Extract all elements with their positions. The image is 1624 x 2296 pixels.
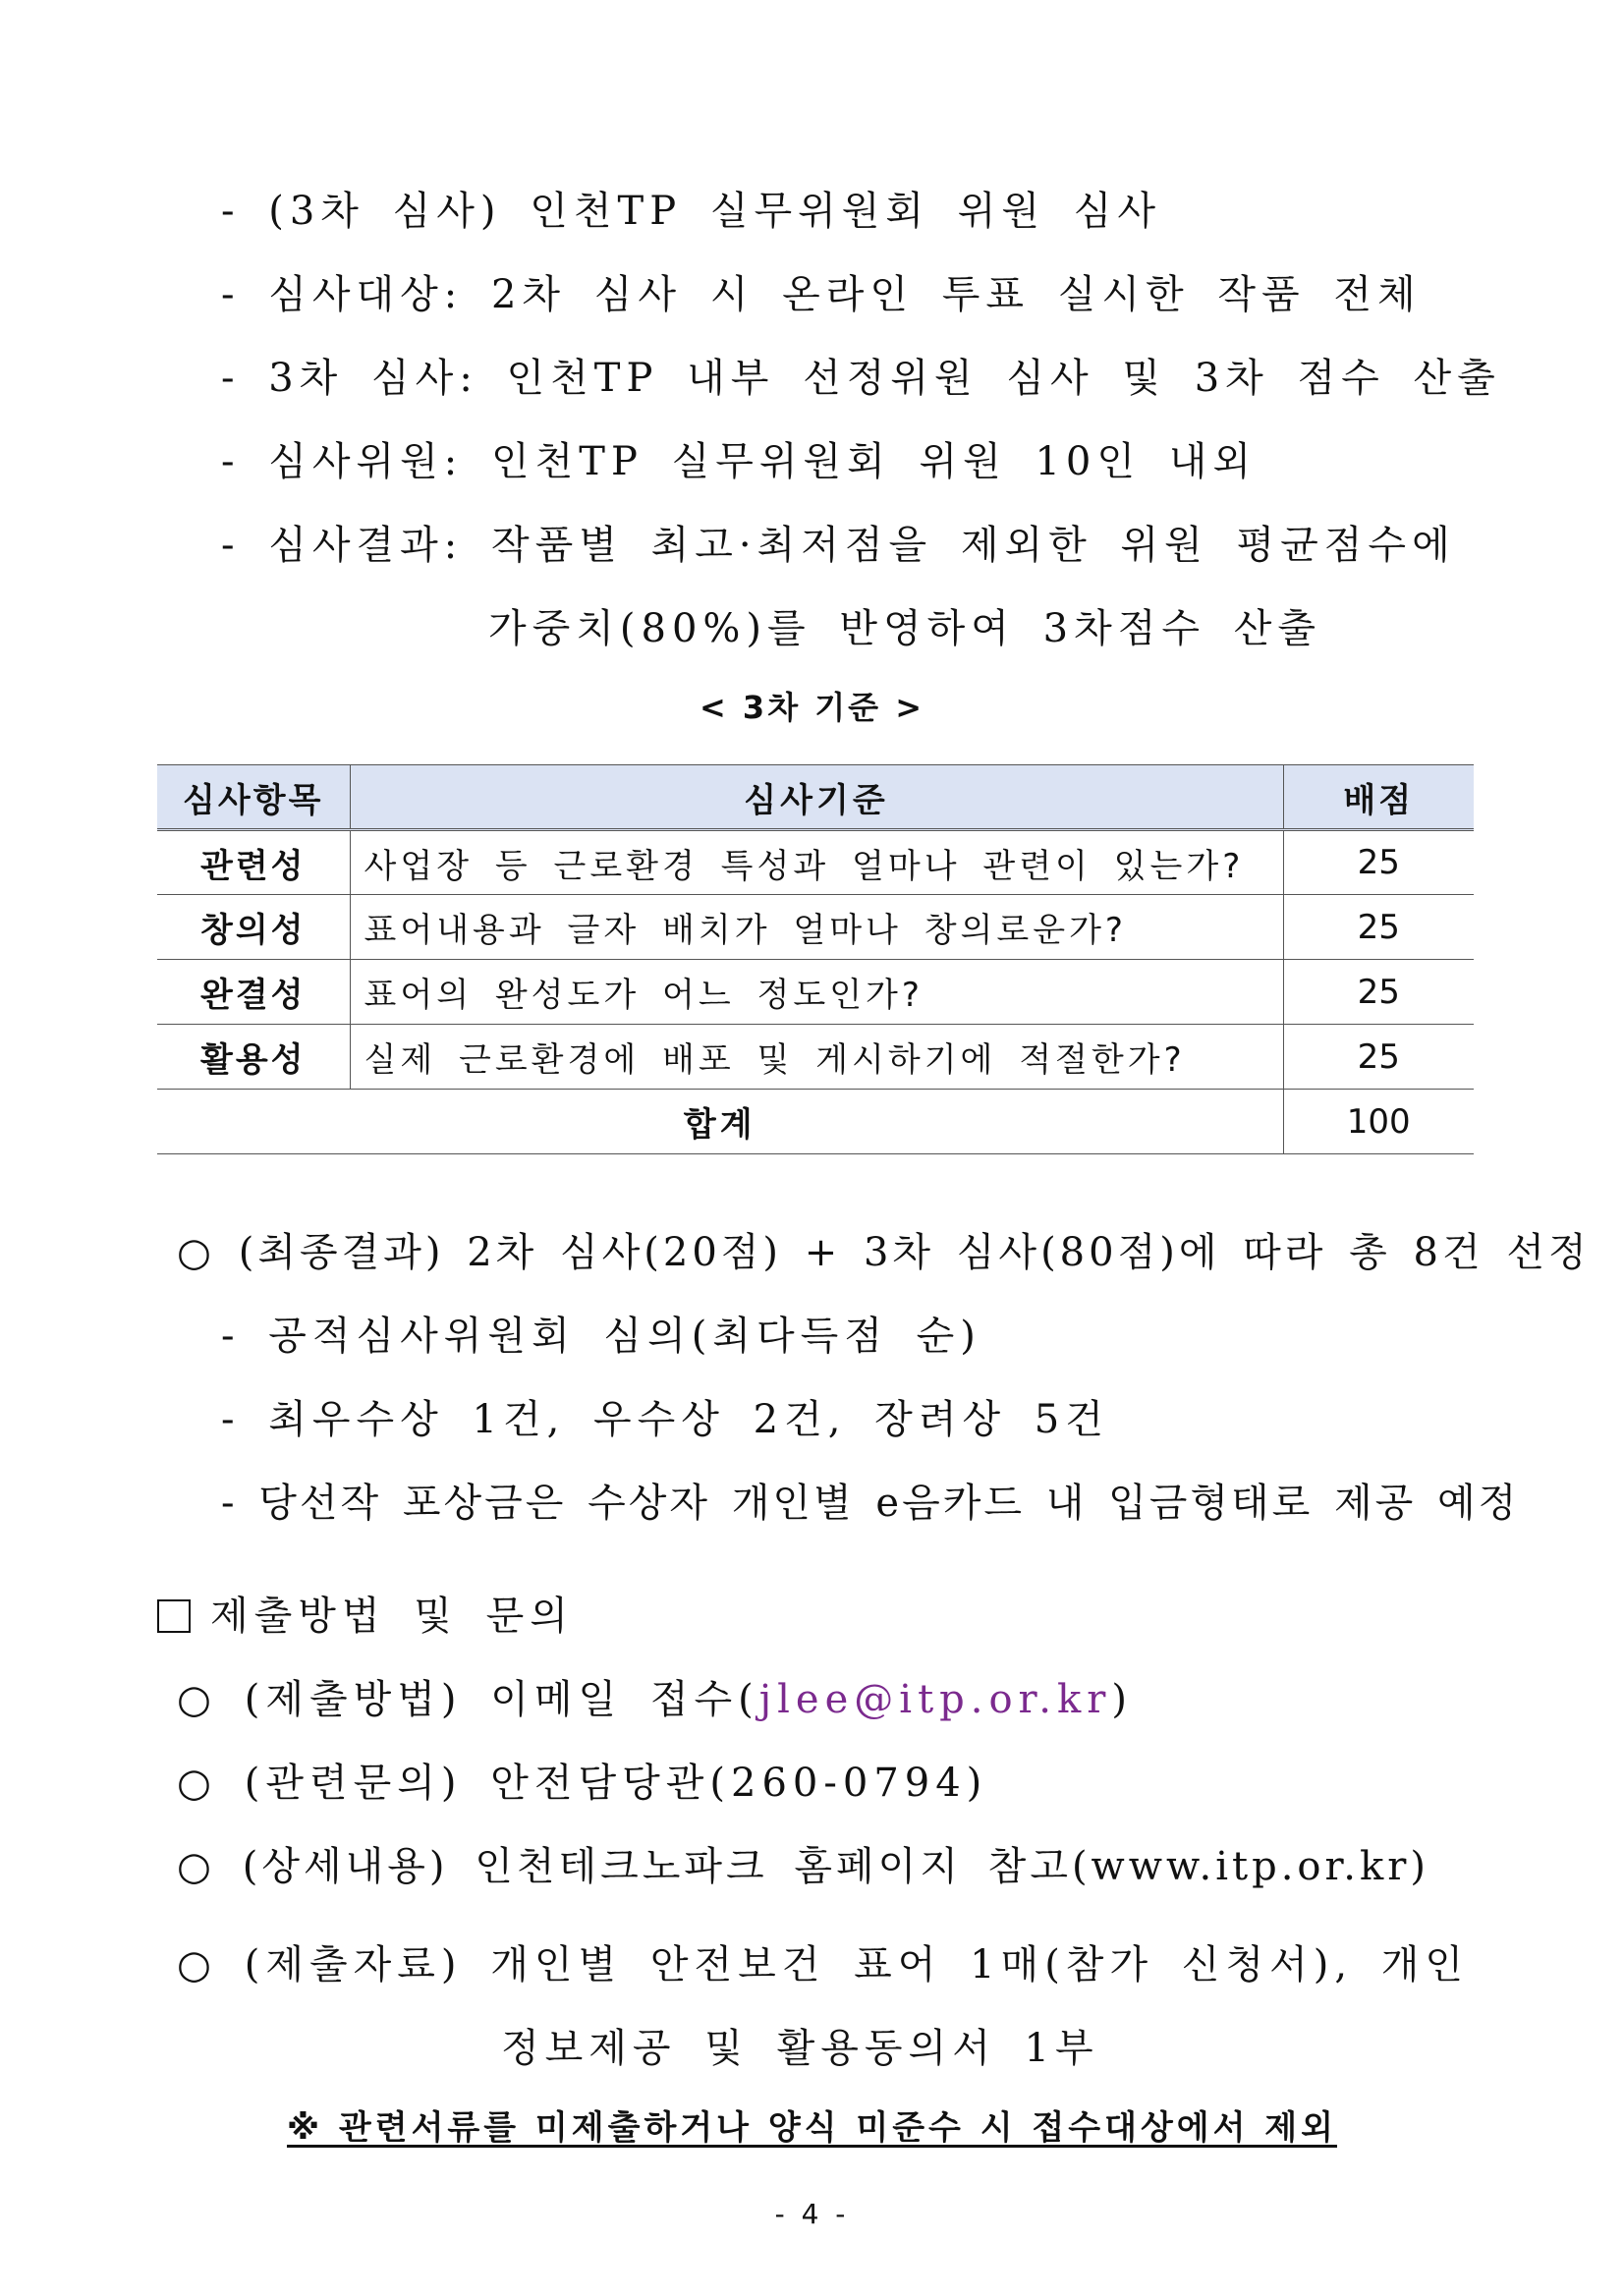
- final-sub-1: - 공적심사위원회 심의(최다득점 순): [221, 1314, 981, 1359]
- header-score: 배점: [1283, 765, 1474, 830]
- final-sub-2: - 최우수상 1건, 우수상 2건, 장려상 5건: [221, 1397, 1109, 1442]
- final-sub-3: - 당선작 포상금은 수상자 개인별 e음카드 내 입금형태로 제공 예정: [221, 1481, 1520, 1526]
- line-review-target: - 심사대상: 2차 심사 시 온라인 투표 실시한 작품 전체: [221, 272, 1422, 317]
- table-total-row: [157, 1090, 1474, 1154]
- exclusion-note: [0, 2100, 1624, 2149]
- details-text: (상세내용) 인천테크노파크 홈페이지 참고(www.itp.or.kr): [242, 1844, 1429, 1889]
- table-title: < 3차 기준 >: [699, 689, 925, 726]
- submission-method-suffix: ): [1111, 1677, 1133, 1722]
- section-heading: [157, 1592, 574, 1641]
- table-row: [157, 1025, 1474, 1090]
- table-row: [157, 830, 1474, 895]
- line-review-result-cont: 가중치(80%)를 반영하여 3차점수 산출: [488, 606, 1322, 651]
- related-inquiry: [177, 1759, 987, 1808]
- final-result-text: (최종결과) 2차 심사(20점) + 3차 심사(80점)에 따라 총 8건 선정: [238, 1230, 1591, 1275]
- row-criteria: 표어의 완성도가 어느 정도인가?: [350, 960, 1283, 1025]
- line-3rd-score: - 3차 심사: 인천TP 내부 선정위원 심사 및 3차 점수 산출: [221, 356, 1501, 401]
- submission-materials-text: (제출자료) 개인별 안전보건 표어 1매(참가 신청서), 개인: [244, 1942, 1470, 1988]
- header-criteria: 심사기준: [350, 765, 1283, 830]
- table-row: [157, 895, 1474, 960]
- table-row: [157, 960, 1474, 1025]
- line-3rd-review: - (3차 심사) 인천TP 실무위원회 위원 심사: [221, 189, 1162, 234]
- row-criteria: 표어내용과 글자 배치가 얼마나 창의로운가?: [350, 895, 1283, 960]
- submission-method-prefix: (제출방법) 이메일 접수(: [244, 1677, 759, 1722]
- square-bullet-icon: [157, 1599, 191, 1633]
- section-title: 제출방법 및 문의: [210, 1594, 574, 1639]
- row-score: 25: [1283, 895, 1474, 960]
- header-item: 심사항목: [157, 765, 350, 830]
- row-criteria: 실제 근로환경에 배포 및 게시하기에 적절한가?: [350, 1025, 1283, 1090]
- email-link[interactable]: jlee@itp.or.kr: [758, 1677, 1112, 1722]
- row-item: 활용성: [157, 1025, 350, 1090]
- total-label: 합계: [157, 1090, 1283, 1154]
- circle-bullet-icon: ○: [177, 1844, 215, 1889]
- row-score: 25: [1283, 960, 1474, 1025]
- row-item: 완결성: [157, 960, 350, 1025]
- submission-materials-cont: 정보제공 및 활용동의서 1부: [501, 2026, 1099, 2071]
- line-reviewers: - 심사위원: 인천TP 실무위원회 위원 10인 내외: [221, 439, 1258, 484]
- criteria-table: [157, 764, 1474, 1154]
- submission-method: [177, 1675, 1133, 1724]
- row-score: 25: [1283, 1025, 1474, 1090]
- related-inquiry-text: (관련문의) 안전담당관(260-0794): [244, 1761, 988, 1806]
- line-review-result: - 심사결과: 작품별 최고·최저점을 제외한 위원 평균점수에: [221, 523, 1456, 568]
- row-score: 25: [1283, 830, 1474, 895]
- final-result: [177, 1228, 1591, 1277]
- exclusion-note-text: ※ 관련서류를 미제출하거나 양식 미준수 시 접수대상에서 제외: [286, 2108, 1337, 2148]
- row-item: 관련성: [157, 830, 350, 895]
- circle-bullet-icon: ○: [177, 1677, 217, 1722]
- circle-bullet-icon: ○: [177, 1761, 217, 1806]
- submission-materials: [177, 1940, 1469, 1989]
- total-score: 100: [1283, 1090, 1474, 1154]
- table-header-row: [157, 765, 1474, 830]
- page-number: - 4 -: [774, 2198, 850, 2230]
- circle-bullet-icon: ○: [177, 1942, 217, 1988]
- circle-bullet-icon: ○: [177, 1230, 215, 1275]
- details: [177, 1842, 1429, 1891]
- row-item: 창의성: [157, 895, 350, 960]
- row-criteria: 사업장 등 근로환경 특성과 얼마나 관련이 있는가?: [350, 830, 1283, 895]
